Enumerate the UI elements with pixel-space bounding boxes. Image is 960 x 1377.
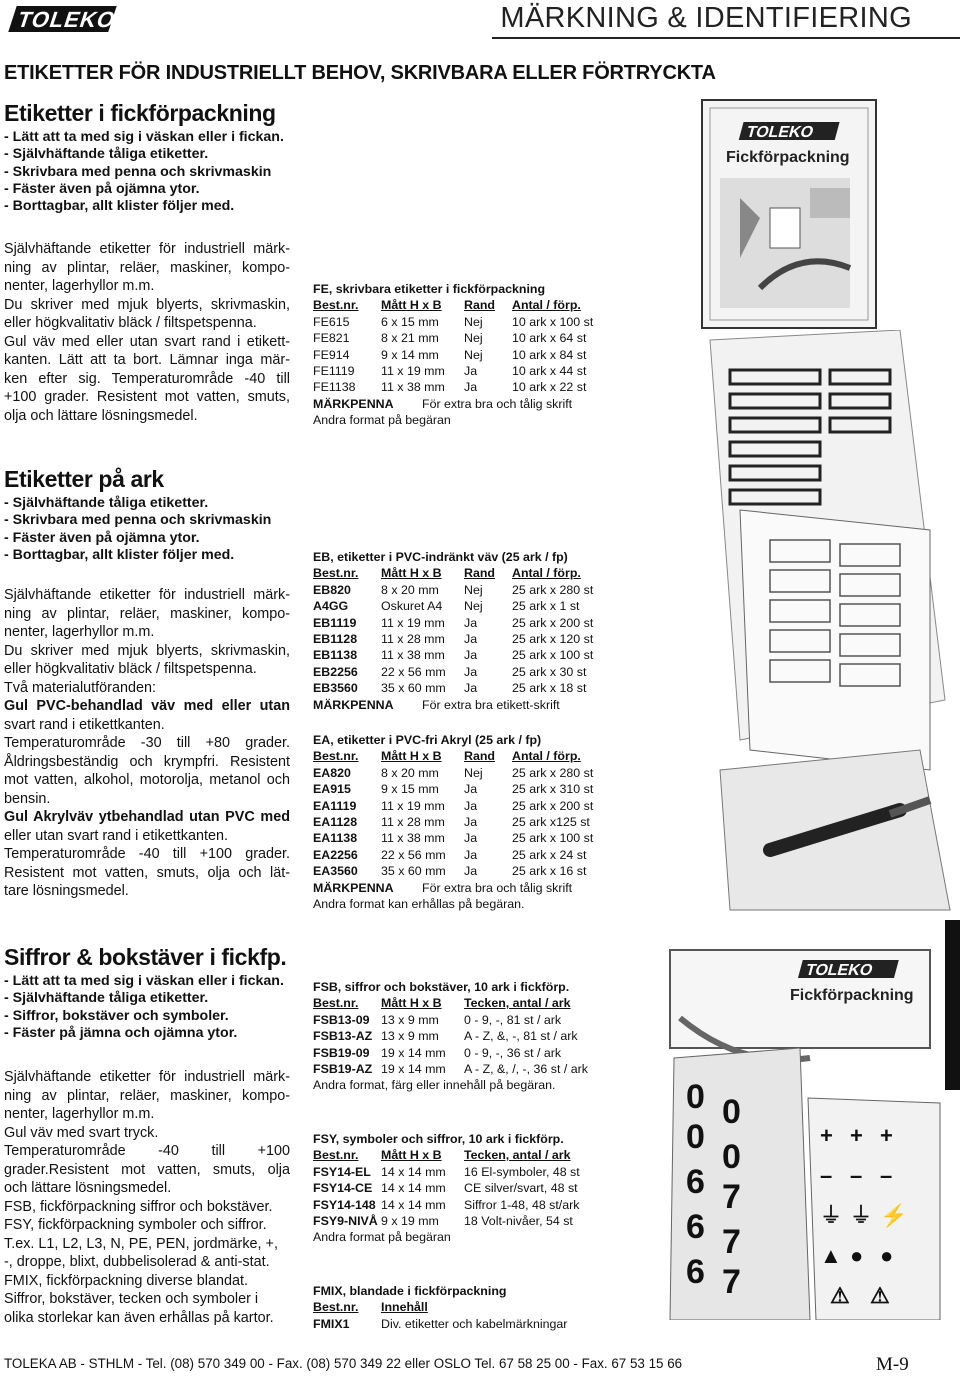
desc-line: Två materialutföranden: bbox=[4, 679, 156, 696]
col-header: Rand bbox=[464, 566, 495, 581]
cell: 25 ark x 280 st bbox=[512, 765, 594, 780]
table-row bbox=[313, 1045, 588, 1061]
desc-line: Åldringsbeständig och krympfri. Resistent bbox=[4, 753, 290, 770]
table-header bbox=[313, 748, 593, 764]
cell: Ja bbox=[464, 648, 478, 663]
cell: Nej bbox=[464, 765, 483, 780]
col-header: Tecken, antal / ark bbox=[464, 996, 571, 1011]
col-header: Mått H x B bbox=[381, 996, 442, 1011]
table-row bbox=[313, 765, 593, 781]
cell: A4GG bbox=[313, 599, 349, 614]
section-title: Siffror & bokstäver i fickfp. bbox=[4, 944, 287, 970]
cell: FSY14-CE bbox=[313, 1181, 373, 1196]
cell: Ja bbox=[464, 380, 478, 395]
cell: Oskuret A4 bbox=[381, 599, 443, 614]
svg-text:⏚: ⏚ bbox=[820, 1203, 843, 1228]
cell: FSB19-AZ bbox=[313, 1062, 373, 1077]
cell: Ja bbox=[464, 831, 478, 846]
svg-text:6: 6 bbox=[686, 1253, 705, 1291]
svg-text:7: 7 bbox=[722, 1178, 741, 1216]
svg-text:–: – bbox=[820, 1163, 833, 1188]
desc-line: Gul väv med eller utan svart rand i etikett- bbox=[4, 333, 290, 350]
marker-row bbox=[313, 880, 593, 896]
table-row bbox=[313, 1061, 588, 1077]
cell: FE615 bbox=[313, 314, 350, 329]
col-header: Best.nr. bbox=[313, 749, 359, 764]
cell: 11 x 28 mm bbox=[381, 815, 445, 830]
toleko-logo bbox=[8, 2, 120, 36]
cell: Nej bbox=[464, 331, 483, 346]
svg-text:0: 0 bbox=[686, 1118, 705, 1156]
cell: 25 ark x 1 st bbox=[512, 599, 580, 614]
cell: 10 ark x 84 st bbox=[512, 347, 587, 362]
table-row bbox=[313, 647, 593, 663]
svg-text:–: – bbox=[880, 1163, 893, 1188]
cell: 25 ark x 120 st bbox=[512, 632, 594, 647]
cell: Nej bbox=[464, 599, 483, 614]
table-header bbox=[313, 1299, 567, 1315]
cell: Div. etiketter och kabelmärkningar bbox=[381, 1316, 568, 1331]
desc-line: Temperaturområde -40 till +100 bbox=[4, 1143, 290, 1159]
cell: 22 x 56 mm bbox=[381, 847, 446, 862]
desc-line: Självhäftande etiketter för industriell märk- bbox=[4, 1069, 290, 1085]
desc-line: kanten. Lätt att ta bort. Lämnar inga mär- bbox=[4, 352, 290, 368]
table-row bbox=[313, 330, 593, 346]
desc-line: eller högkvalitativ bläck / filtspetspenna. bbox=[4, 661, 257, 677]
digits-pack-photo bbox=[660, 948, 942, 1320]
cell: 0 - 9, -, 81 st / ark bbox=[464, 1012, 562, 1027]
desc-line: +100 grader. Resistent mot vatten, smuts, bbox=[4, 389, 290, 405]
page-number: M-9 bbox=[876, 1354, 909, 1375]
svg-text:Fickförpackning: Fickförpackning bbox=[790, 987, 914, 1004]
svg-text:+: + bbox=[820, 1123, 833, 1148]
bullet-list bbox=[4, 495, 304, 564]
table-row bbox=[313, 1028, 588, 1044]
table-row bbox=[313, 680, 593, 696]
svg-text:7: 7 bbox=[722, 1223, 741, 1261]
desc-line: Gul väv med svart tryck. bbox=[4, 1124, 159, 1141]
col-header: Antal / förp. bbox=[512, 298, 581, 313]
table-row bbox=[313, 847, 593, 863]
bullet-item: - Skrivbara med penna och skrivmaskin bbox=[4, 163, 272, 180]
table-eb bbox=[313, 549, 593, 713]
cell: 11 x 28 mm bbox=[381, 632, 445, 647]
svg-text:7: 7 bbox=[722, 1263, 741, 1301]
col-header: Best.nr. bbox=[313, 298, 359, 313]
cell: FSY14-EL bbox=[313, 1164, 371, 1179]
cell: 14 x 14 mm bbox=[381, 1181, 446, 1196]
col-header: Mått H x B bbox=[381, 298, 442, 313]
desc-line: ning av plintar, reläer, maskiner, kompo- bbox=[4, 1087, 290, 1104]
desc-line: nenter, lagerhyllor m.m. bbox=[4, 624, 155, 640]
cell: 10 ark x 100 st bbox=[512, 314, 594, 329]
svg-text:TOLEKO: TOLEKO bbox=[14, 7, 120, 32]
desc-line: Du skriver med mjuk blyerts, skrivmaskin, bbox=[4, 296, 290, 313]
cell: 25 ark x 310 st bbox=[512, 782, 594, 797]
cell: Ja bbox=[464, 815, 478, 830]
cell: Ja bbox=[464, 664, 478, 679]
table-row bbox=[313, 1164, 580, 1180]
table-row bbox=[313, 1180, 580, 1196]
table-ea bbox=[313, 732, 593, 912]
desc-line: Självhäftande etiketter för industriell märk- bbox=[4, 241, 290, 257]
desc-line: nenter, lagerhyllor m.m. bbox=[4, 278, 155, 294]
cell: FSB13-09 bbox=[313, 1012, 370, 1027]
desc-line: olika storlekar kan även erhållas på kartor. bbox=[4, 1309, 274, 1326]
desc-line: FSY, fickförpackning symboler och siffror. bbox=[4, 1217, 267, 1233]
cell: Ja bbox=[464, 364, 478, 379]
pocket-pack-photo bbox=[700, 98, 878, 330]
desc-line: Temperaturområde -40 till +100 grader. bbox=[4, 846, 290, 862]
svg-text:+: + bbox=[850, 1123, 863, 1148]
desc-line: -, droppe, blixt, dubbelisolerad & anti-stat. bbox=[4, 1254, 270, 1270]
svg-text:▲: ▲ bbox=[820, 1243, 842, 1268]
marker-row bbox=[313, 697, 593, 713]
table-row bbox=[313, 1012, 588, 1028]
cell: 11 x 38 mm bbox=[381, 380, 445, 395]
cell: 14 x 14 mm bbox=[381, 1164, 446, 1179]
cell: FSY14-148 bbox=[313, 1197, 376, 1212]
col-header: Antal / förp. bbox=[512, 749, 581, 764]
cell: 25 ark x 280 st bbox=[512, 582, 594, 597]
cell: 8 x 20 mm bbox=[381, 582, 439, 597]
header-title: MÄRKNING & IDENTIFIERING bbox=[500, 2, 912, 34]
cell: CE silver/svart, 48 st bbox=[464, 1181, 578, 1196]
cell: 14 x 14 mm bbox=[381, 1197, 446, 1212]
table-row bbox=[313, 347, 593, 363]
label-sheets-photo bbox=[700, 330, 960, 920]
desc-line: grader.Resistent mot vatten, smuts, olja bbox=[4, 1161, 290, 1178]
desc-line: Resistent mot vatten, smuts, olja och lät- bbox=[4, 864, 290, 881]
cell: EA1128 bbox=[313, 815, 358, 830]
cell: 11 x 19 mm bbox=[381, 615, 445, 630]
cell: FSB13-AZ bbox=[313, 1029, 373, 1044]
cell: EA1119 bbox=[313, 798, 357, 813]
section-title: Etiketter i fickförpackning bbox=[4, 100, 276, 126]
section-title: Etiketter på ark bbox=[4, 466, 164, 492]
desc-line: olja och lättare lösningsmedel. bbox=[4, 407, 198, 424]
table-fsb bbox=[313, 979, 588, 1094]
desc-line: och lättare lösningsmedel. bbox=[4, 1180, 172, 1196]
cell: 11 x 38 mm bbox=[381, 648, 445, 663]
cell: 25 ark x 200 st bbox=[512, 798, 594, 813]
cell: EB2256 bbox=[313, 664, 358, 679]
table-row bbox=[313, 814, 593, 830]
svg-text:⚡: ⚡ bbox=[880, 1203, 908, 1228]
col-header: Rand bbox=[464, 749, 495, 764]
table-row bbox=[313, 598, 593, 614]
table-row bbox=[313, 1213, 580, 1229]
bullet-list bbox=[4, 973, 304, 1042]
cell: 25 ark x 200 st bbox=[512, 615, 594, 630]
desc-line: Temperaturområde -30 till +80 grader. bbox=[4, 735, 290, 751]
table-fe bbox=[313, 281, 593, 429]
table-row bbox=[313, 830, 593, 846]
table-fmix bbox=[313, 1283, 567, 1332]
table-title: FSB, siffror och bokstäver, 10 ark i fickförp. bbox=[313, 980, 570, 994]
desc-line: ning av plintar, reläer, maskiner, kompo- bbox=[4, 259, 290, 276]
header-rule bbox=[492, 37, 960, 39]
cell: 0 - 9, -, 36 st / ark bbox=[464, 1045, 562, 1060]
cell: EB820 bbox=[313, 582, 351, 597]
cell: 25 ark x 18 st bbox=[512, 681, 587, 696]
cell: EA1138 bbox=[313, 831, 358, 846]
cell: EB3560 bbox=[313, 681, 358, 696]
desc-line: T.ex. L1, L2, L3, N, PE, PEN, jordmärke, +, bbox=[4, 1235, 278, 1252]
col-header: Mått H x B bbox=[381, 749, 442, 764]
section-pocket-labels bbox=[4, 100, 304, 215]
cell: 10 ark x 44 st bbox=[512, 364, 587, 379]
section-tab-marker bbox=[945, 920, 960, 1090]
cell: 25 ark x 100 st bbox=[512, 831, 594, 846]
cell: A - Z, &, /, -, 36 st / ark bbox=[464, 1062, 588, 1077]
cell: FE1119 bbox=[313, 364, 355, 379]
cell: 13 x 9 mm bbox=[381, 1029, 439, 1044]
svg-text:0: 0 bbox=[722, 1138, 741, 1176]
desc-line: tare lösningsmedel. bbox=[4, 883, 129, 899]
cell: 11 x 19 mm bbox=[381, 798, 445, 813]
cell: MÄRKPENNA bbox=[313, 880, 394, 895]
desc-line: FMIX, fickförpackning diverse blandat. bbox=[4, 1272, 248, 1289]
desc-line: eller högkvalitativ bläck / filtspetspenna. bbox=[4, 315, 257, 331]
cell: EA820 bbox=[313, 765, 351, 780]
cell: EB1119 bbox=[313, 615, 357, 630]
desc-line: svart rand i etikettkanten. bbox=[4, 716, 165, 733]
table-row bbox=[313, 1316, 567, 1332]
cell: 9 x 14 mm bbox=[381, 347, 439, 362]
bullet-item: - Fäster på jämna och ojämna ytor. bbox=[4, 1024, 238, 1041]
svg-text:–: – bbox=[850, 1163, 863, 1188]
section-digits-letters bbox=[4, 944, 304, 1042]
cell: EB1128 bbox=[313, 632, 358, 647]
col-header: Antal / förp. bbox=[512, 566, 581, 581]
desc-line: FSB, fickförpackning siffror och bokstäver. bbox=[4, 1198, 273, 1215]
table-note: Andra format kan erhållas på begäran. bbox=[313, 897, 525, 912]
table-title: FSY, symboler och siffror, 10 ark i fickförp. bbox=[313, 1132, 564, 1146]
col-header: Best.nr. bbox=[313, 1148, 359, 1163]
cell: Ja bbox=[464, 798, 478, 813]
svg-text:⏚: ⏚ bbox=[850, 1203, 873, 1228]
table-row bbox=[313, 664, 593, 680]
svg-text:⚠: ⚠ bbox=[830, 1283, 850, 1308]
svg-text:0: 0 bbox=[686, 1078, 705, 1116]
desc-line: Siffror, bokstäver, tecken och symboler i bbox=[4, 1291, 259, 1307]
cell: 9 x 19 mm bbox=[381, 1214, 439, 1229]
table-row bbox=[313, 363, 593, 379]
cell: EA915 bbox=[313, 782, 351, 797]
desc-line: mot vatten, alkohol, motorolja, metanol och bbox=[4, 772, 290, 788]
cell: MÄRKPENNA bbox=[313, 396, 394, 411]
table-title: EB, etiketter i PVC-indränkt väv (25 ark / fp) bbox=[313, 550, 568, 564]
svg-text:6: 6 bbox=[686, 1163, 705, 1201]
col-header: Best.nr. bbox=[313, 566, 359, 581]
cell: Ja bbox=[464, 782, 478, 797]
svg-text:TOLEKO: TOLEKO bbox=[803, 961, 875, 979]
cell: Ja bbox=[464, 681, 478, 696]
bullet-item: - Självhäftande tåliga etiketter. bbox=[4, 495, 209, 511]
cell: EA2256 bbox=[313, 847, 358, 862]
description-sheet bbox=[4, 586, 290, 901]
svg-text:TOLEKO: TOLEKO bbox=[744, 123, 816, 141]
marker-row bbox=[313, 396, 593, 412]
desc-line: ning av plintar, reläer, maskiner, kompo- bbox=[4, 605, 290, 622]
desc-line: Du skriver med mjuk blyerts, skrivmaskin, bbox=[4, 642, 290, 659]
desc-line: Gul Akrylväv ytbehandlad utan PVC med bbox=[4, 809, 290, 825]
cell: 8 x 21 mm bbox=[381, 331, 439, 346]
cell: 6 x 15 mm bbox=[381, 314, 439, 329]
table-row bbox=[313, 582, 593, 598]
table-header bbox=[313, 1147, 580, 1163]
cell: 25 ark x125 st bbox=[512, 815, 590, 830]
cell: FMIX1 bbox=[313, 1316, 350, 1331]
cell: 25 ark x 16 st bbox=[512, 864, 587, 879]
table-row bbox=[313, 863, 593, 879]
cell: 11 x 38 mm bbox=[381, 831, 445, 846]
cell: 25 ark x 24 st bbox=[512, 847, 587, 862]
bullet-item: - Självhäftande tåliga etiketter. bbox=[4, 146, 209, 163]
cell: 18 Volt-nivåer, 54 st bbox=[464, 1214, 573, 1229]
desc-line: Gul PVC-behandlad väv med eller utan bbox=[4, 698, 290, 714]
cell: 25 ark x 100 st bbox=[512, 648, 594, 663]
col-header: Mått H x B bbox=[381, 1148, 442, 1163]
table-header bbox=[313, 297, 593, 313]
cell: EA3560 bbox=[313, 864, 358, 879]
table-row bbox=[313, 1197, 580, 1213]
cell: 10 ark x 22 st bbox=[512, 380, 587, 395]
cell: FSY9-NIVÅ bbox=[313, 1214, 378, 1229]
table-header bbox=[313, 995, 588, 1011]
cell: 35 x 60 mm bbox=[381, 681, 446, 696]
cell: EB1138 bbox=[313, 648, 358, 663]
cell: Nej bbox=[464, 582, 483, 597]
svg-text:⚠: ⚠ bbox=[870, 1283, 890, 1308]
cell: FE914 bbox=[313, 347, 350, 362]
table-row bbox=[313, 631, 593, 647]
bullet-item: - Skrivbara med penna och skrivmaskin bbox=[4, 512, 272, 529]
bullet-list bbox=[4, 129, 304, 215]
table-fsy bbox=[313, 1131, 580, 1246]
svg-text:6: 6 bbox=[686, 1208, 705, 1246]
col-header: Tecken, antal / ark bbox=[464, 1148, 571, 1163]
col-header: Innehåll bbox=[381, 1300, 428, 1315]
cell: 35 x 60 mm bbox=[381, 864, 446, 879]
bullet-item: - Lätt att ta med sig i väskan eller i fickan. bbox=[4, 973, 284, 989]
desc-line: nenter, lagerhyllor m.m. bbox=[4, 1106, 155, 1122]
desc-line: Självhäftande etiketter för industriell märk- bbox=[4, 587, 290, 603]
col-header: Best.nr. bbox=[313, 996, 359, 1011]
description-digits bbox=[4, 1068, 290, 1327]
cell: För extra bra etikett-skrift bbox=[422, 697, 560, 712]
cell: FSB19-09 bbox=[313, 1045, 370, 1060]
table-title: FMIX, blandade i fickförpackning bbox=[313, 1284, 507, 1298]
cell: 11 x 19 mm bbox=[381, 364, 445, 379]
cell: 9 x 15 mm bbox=[381, 782, 439, 797]
svg-text:+: + bbox=[880, 1123, 893, 1148]
cell: 19 x 14 mm bbox=[381, 1062, 446, 1077]
bullet-item: - Självhäftande tåliga etiketter. bbox=[4, 990, 209, 1007]
cell: 13 x 9 mm bbox=[381, 1012, 439, 1027]
cell: 22 x 56 mm bbox=[381, 664, 446, 679]
cell: För extra bra och tålig skrift bbox=[422, 880, 573, 895]
svg-text:Fickförpackning: Fickförpackning bbox=[726, 149, 850, 166]
col-header: Rand bbox=[464, 298, 495, 313]
cell: För extra bra och tålig skrift bbox=[422, 396, 573, 411]
cell: Siffror 1-48, 48 st/ark bbox=[464, 1197, 580, 1212]
cell: Nej bbox=[464, 314, 483, 329]
desc-line: ken efter sig. Temperaturområde -40 till bbox=[4, 370, 290, 387]
cell: A - Z, &, -, 81 st / ark bbox=[464, 1029, 578, 1044]
cell: Ja bbox=[464, 847, 478, 862]
table-row bbox=[313, 379, 593, 395]
col-header: Best.nr. bbox=[313, 1300, 359, 1315]
table-row bbox=[313, 314, 593, 330]
cell: Ja bbox=[464, 615, 478, 630]
table-note: Andra format på begäran bbox=[313, 1230, 451, 1245]
cell: 19 x 14 mm bbox=[381, 1045, 446, 1060]
cell: 8 x 20 mm bbox=[381, 765, 439, 780]
svg-text:●: ● bbox=[880, 1243, 894, 1268]
cell: 10 ark x 64 st bbox=[512, 331, 587, 346]
cell: Ja bbox=[464, 632, 478, 647]
cell: MÄRKPENNA bbox=[313, 697, 394, 712]
cell: Ja bbox=[464, 864, 478, 879]
table-title: EA, etiketter i PVC-fri Akryl (25 ark / fp) bbox=[313, 733, 542, 747]
col-header: Mått H x B bbox=[381, 566, 442, 581]
table-row bbox=[313, 615, 593, 631]
table-note: Andra format på begäran bbox=[313, 413, 451, 428]
bullet-item: - Borttagbar, allt klister följer med. bbox=[4, 198, 235, 215]
desc-line: eller utan svart rand i etikettkanten. bbox=[4, 827, 228, 844]
svg-text:●: ● bbox=[850, 1243, 864, 1268]
cell: 16 El-symboler, 48 st bbox=[464, 1164, 580, 1179]
bullet-item: - Fäster även på ojämna ytor. bbox=[4, 529, 200, 546]
svg-text:0: 0 bbox=[722, 1093, 741, 1131]
table-header bbox=[313, 565, 593, 581]
desc-line: bensin. bbox=[4, 790, 51, 807]
bullet-item: - Fäster även på ojämna ytor. bbox=[4, 180, 200, 197]
cell: FE821 bbox=[313, 331, 350, 346]
cell: Nej bbox=[464, 347, 483, 362]
table-row bbox=[313, 781, 593, 797]
description-pocket bbox=[4, 240, 290, 425]
bullet-item: - Lätt att ta med sig i väskan eller i fickan. bbox=[4, 129, 284, 145]
table-row bbox=[313, 798, 593, 814]
cell: 25 ark x 30 st bbox=[512, 664, 587, 679]
main-heading: ETIKETTER FÖR INDUSTRIELLT BEHOV, SKRIVBARA ELLER FÖRTRYCKTA bbox=[4, 62, 716, 84]
table-title: FE, skrivbara etiketter i fickförpackning bbox=[313, 282, 546, 296]
bullet-item: - Borttagbar, allt klister följer med. bbox=[4, 546, 235, 563]
footer-contact: TOLEKA AB - STHLM - Tel. (08) 570 349 00 - Fax. (08) 570 349 22 eller OSLO Tel. 67 58 25 00 - Fax. 67 53 15 66 bbox=[4, 1356, 683, 1371]
bullet-item: - Siffror, bokstäver och symboler. bbox=[4, 1007, 229, 1024]
table-note: Andra format, färg eller innehåll på begäran. bbox=[313, 1078, 556, 1093]
section-sheet-labels bbox=[4, 466, 304, 564]
cell: FE1138 bbox=[313, 380, 356, 395]
